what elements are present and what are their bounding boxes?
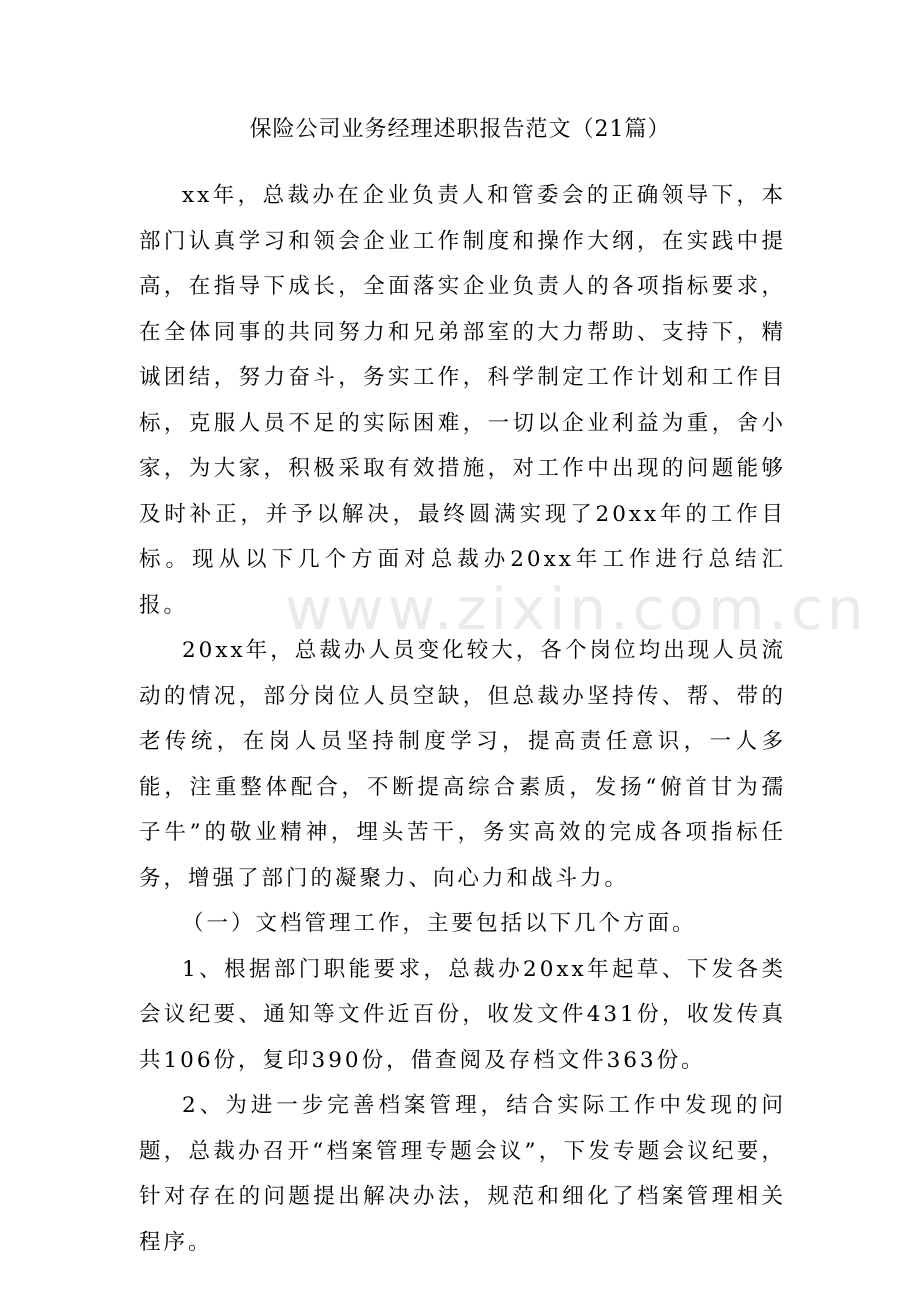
document-title: 保险公司业务经理述职报告范文（21篇） xyxy=(249,117,671,142)
paragraph-intro: xx年，总裁办在企业负责人和管委会的正确领导下，本部门认真学习和领会企业工作制度和操作大纲，在实践中提高，在指导下成长，全面落实企业负责人的各项指标要求，在全体同事的共同努力和兄弟部室的大力帮助、支持下，精诚团结，努力奋斗，务实工作，科学制定工作计划和工作目标，克服人员不足的实际困难，一切以企业利益为重，舍小家，为大家，积极采取有效措施，对工作中出现的问题能够及时补正，并予以解决，最终圆满实现了20xx年的工作目标。现从以下几个方面对总裁办20xx年工作进行总结汇报。 xyxy=(139,183,786,618)
paragraph-item-1: 1、根据部门职能要求，总裁办20xx年起草、下发各类会议纪要、通知等文件近百份，收发文件431份，收发传真共106份，复印390份，借查阅及存档文件363份。 xyxy=(139,956,786,1073)
section-heading-document-management: （一）文档管理工作，主要包括以下几个方面。 xyxy=(182,911,697,936)
document-body xyxy=(139,173,868,1265)
watermark-text: www.zixin.com.cn xyxy=(285,575,868,643)
paragraph-item-2: 2、为进一步完善档案管理，结合实际工作中发现的问题，总裁办召开“档案管理专题会议”，下发专题会议纪要，针对存在的问题提出解决办法，规范和细化了档案管理相关程序。 xyxy=(139,1093,786,1255)
paragraph-staffing: 20xx年，总裁办人员变化较大，各个岗位均出现人员流动的情况，部分岗位人员空缺，但总裁办坚持传、帮、带的老传统，在岗人员坚持制度学习，提高责任意识，一人多能，注重整体配合，不断提高综合素质，发扬“俯首甘为孺子牛”的敬业精神，埋头苦干，务实高效的完成各项指标任务，增强了部门的凝聚力、向心力和战斗力。 xyxy=(139,638,786,891)
